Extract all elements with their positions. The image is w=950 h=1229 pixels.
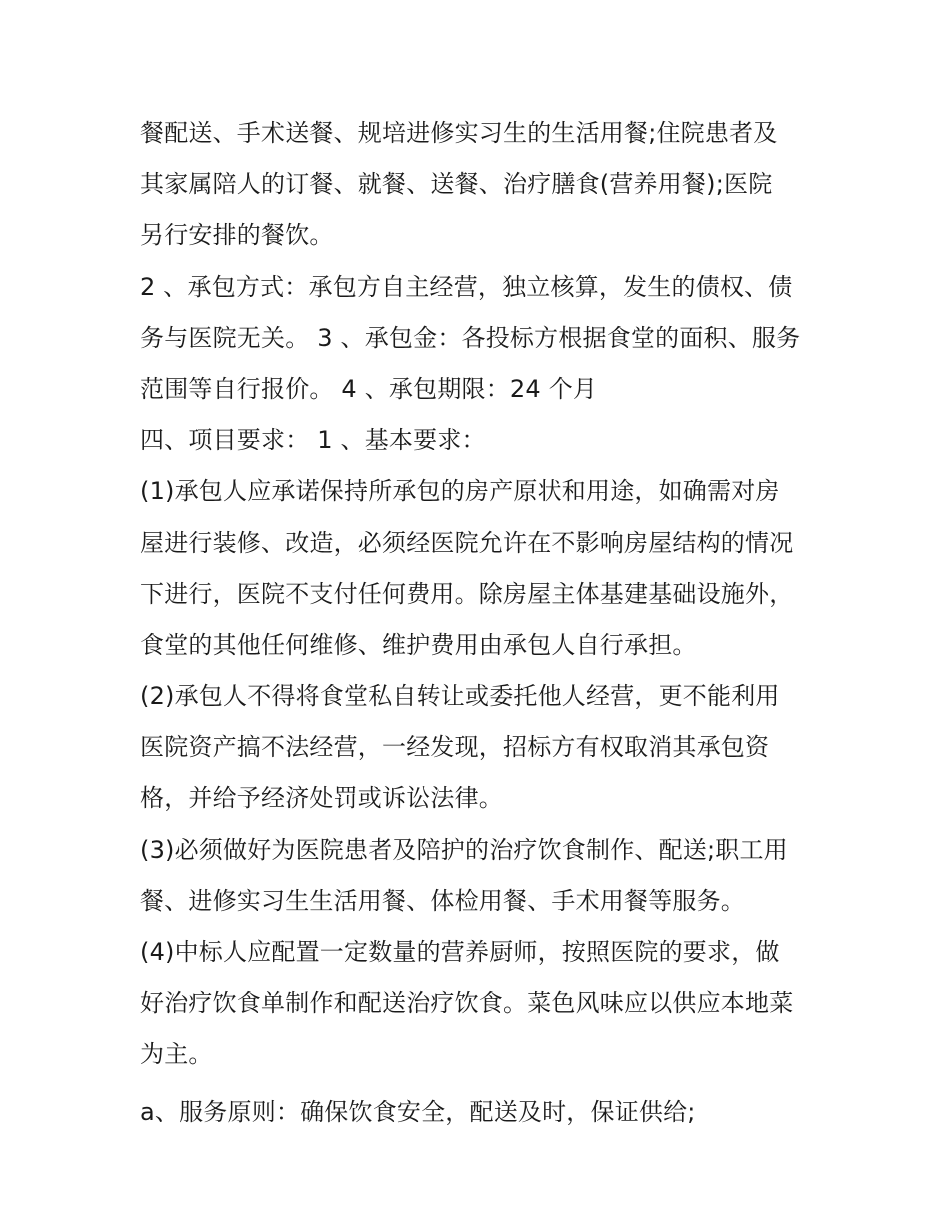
- section-heading: 四、项目要求： 1 、基本要求：: [140, 426, 486, 455]
- text-line: 餐配送、手术送餐、规培进修实习生的生活用餐;住院患者及: [140, 119, 778, 147]
- text-line: (1)承包人应承诺保持所承包的房产原状和用途，如确需对房: [140, 477, 780, 506]
- text-line: 范围等自行报价。 4 、承包期限：24 个月: [140, 374, 598, 403]
- text-line: 2 、承包方式：承包方自主经营，独立核算，发生的债权、债: [140, 272, 793, 301]
- text-line: 其家属陪人的订餐、就餐、送餐、治疗膳食(营养用餐);医院: [140, 170, 773, 199]
- text-line: 格，并给予经济处罚或诉讼法律。: [140, 784, 503, 813]
- text-line: a、服务原则：确保饮食安全，配送及时，保证供给;: [140, 1097, 696, 1126]
- text-line: 为主。: [140, 1040, 213, 1069]
- text-line: (2)承包人不得将食堂私自转让或委托他人经营，更不能利用: [140, 682, 780, 711]
- text-line: 屋进行装修、改造，必须经医院允许在不影响房屋结构的情况: [140, 528, 794, 557]
- text-line: 下进行，医院不支付任何费用。除房屋主体基建基础设施外，: [140, 579, 794, 608]
- text-line: 食堂的其他任何维修、维护费用由承包人自行承担。: [140, 630, 697, 659]
- text-line: 务与医院无关。 3 、承包金：各投标方根据食堂的面积、服务: [140, 323, 801, 352]
- text-line: 好治疗饮食单制作和配送治疗饮食。菜色风味应以供应本地菜: [140, 989, 794, 1018]
- text-line: 餐、进修实习生生活用餐、体检用餐、手术用餐等服务。: [140, 886, 745, 915]
- text-line: 另行安排的餐饮。: [140, 221, 334, 250]
- document-body: [140, 108, 830, 1138]
- text-line: (4)中标人应配置一定数量的营养厨师，按照医院的要求，做: [140, 938, 780, 966]
- text-line: (3)必须做好为医院患者及陪护的治疗饮食制作、配送;职工用: [140, 835, 788, 864]
- text-line: 医院资产搞不法经营，一经发现，招标方有权取消其承包资: [140, 733, 770, 762]
